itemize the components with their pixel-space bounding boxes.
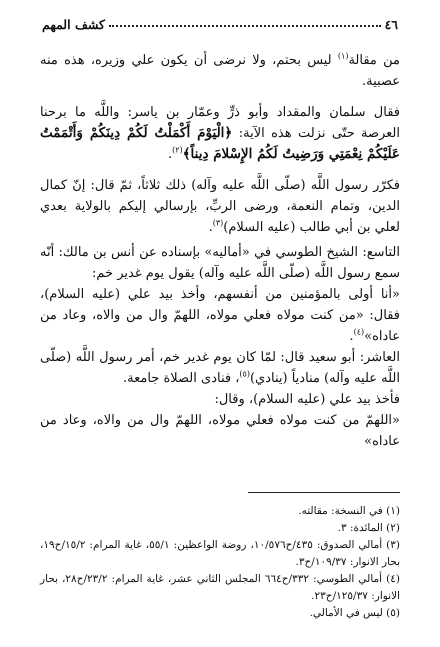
footnote-2: (٢) المائدة: ٣. [337, 522, 400, 534]
header-title: كشف المهم [42, 17, 105, 32]
footnote-1: (١) في النسخة: مقالته. [298, 505, 400, 517]
paragraph-8: «اللهمّ من كنت مولاه فعلي مولاه، اللهمّ وال من والاه، وعاد من عاداه» [40, 413, 400, 449]
header-dotted-leader [109, 25, 381, 27]
page-header [42, 8, 398, 32]
paragraph-1: من مقالة$^{(١)}$ ليس بحتم، ولا نرضى أن يكون علي وزيره، هذه منه عصبية. [40, 51, 400, 89]
paragraph-6: العاشر: أبو سعيد قال: لمّا كان يوم غدير خم، أمر رسول اللَّه (صلّى اللَّه عليه وآله) منادياً (ينادي)$^{(٥)}$، فنادى الصلاة جامعة. [40, 350, 400, 386]
paragraph-4: التاسع: الشيخ الطوسي في «أماليه» بإسناده عن أنس بن مالك: أنّه سمع رسول اللَّه (صلّى اللَّه عليه وآله) يقول يوم غدير خم: [40, 245, 400, 281]
footnote-separator [248, 492, 400, 493]
footnotes [40, 503, 400, 622]
paragraph-3: فكرّر رسول اللَّه (صلّى اللَّه عليه وآله) ذلك ثلاثاً، ثمّ قال: إنّ كمال الدين، وتمام النعمة، ورضى الربِّ، بإرسالي إليكم بالولاية بعدي لعلي بن أبي طالب (عليه السلام)$^{(٣)}$. [40, 178, 400, 235]
paragraph-5: «أنا أولى بالمؤمنين من أنفسهم، وأخذ بيد علي (عليه السلام)، فقال: «من كنت مولاه فعلي مولاه، اللهمّ وال من والاه، وعاد من عاداه»$^{(٤)}$. [40, 287, 400, 344]
paragraph-2: فقال سلمان والمقداد وأبو ذرٍّ وعمّار بن ياسر: واللَّه ما برحنا العرصة حتّى نزلت هذه الآية: ﴿الْيَوْمَ أَكْمَلْتُ لَكُمْ دِينَكُمْ وَأَتْمَمْتُ عَلَيْكُمْ نِعْمَتِي وَرَضِيتُ لَكُمُ الإِسْلامَ دِيناً﴾$^{(٢)}$. [40, 105, 401, 162]
main-text [40, 50, 400, 452]
footnote-3: (٣) أمالي الصدوق: ٤٣٥/ح١٠/٥٧٦، روضة الواعظين: ٥٥/١، غاية المرام: ١٥/٢/ح١٩، بحار الانوار: ١٠٩/٣٧/ح٣. [40, 539, 400, 568]
page-number: ٤٦ [384, 17, 398, 32]
footnote-5: (٥) ليس في الأمالي. [309, 607, 400, 619]
quran-verse: ﴿الْيَوْمَ أَكْمَلْتُ لَكُمْ دِينَكُمْ وَأَتْمَمْتُ عَلَيْكُمْ نِعْمَتِي وَرَضِيتُ لَكُمُ الإِسْلامَ دِيناً﴾ [40, 125, 400, 162]
paragraph-7: فأخذ بيد علي (عليه السلام)، وقال: [214, 392, 400, 407]
footnote-4: (٤) أمالي الطوسي: ٣٣٢/ح٦٦٤ المجلس الثاني عشر، غاية المرام: ٢٣/٢/ح٢٨، بحار الانوار: ١٢٥/٣٧/ح٢٣. [40, 573, 400, 602]
